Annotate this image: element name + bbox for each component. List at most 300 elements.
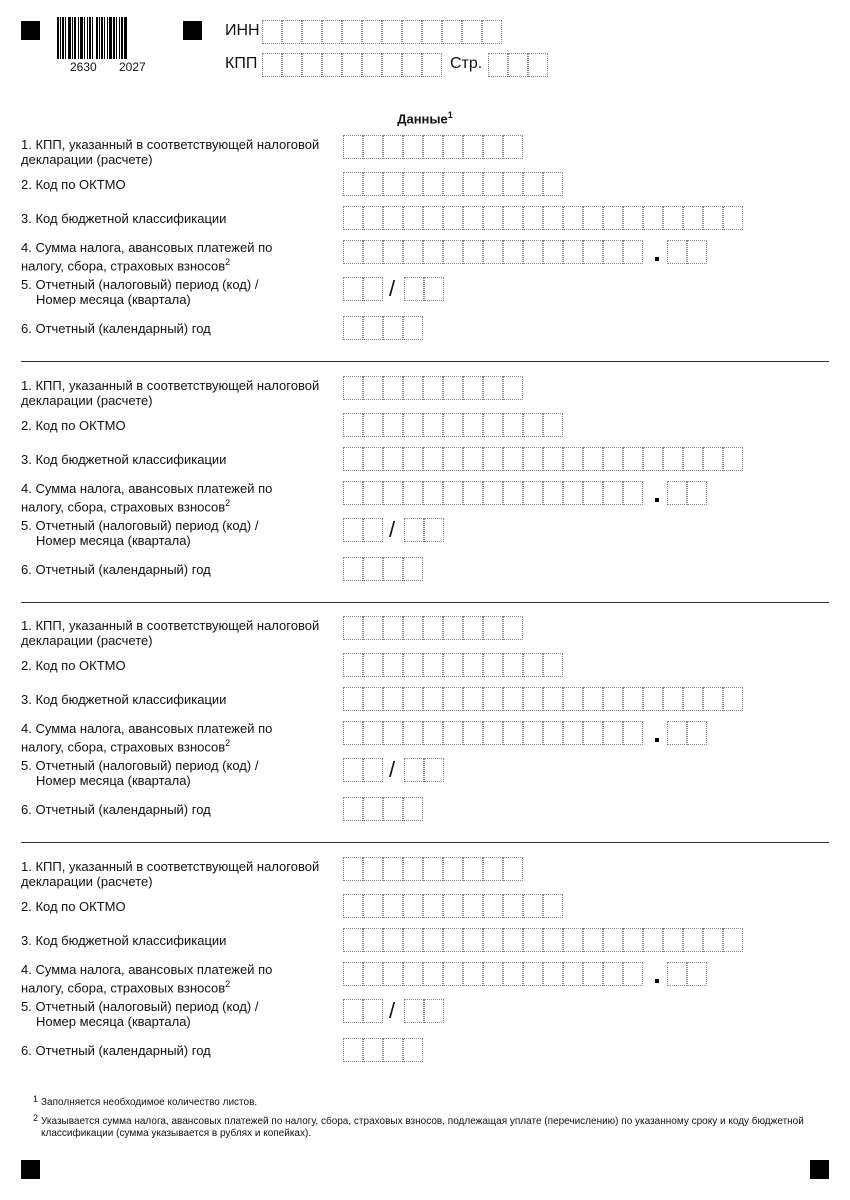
input-cell[interactable] — [583, 206, 603, 230]
input-cell[interactable] — [643, 928, 663, 952]
input-cell[interactable] — [383, 557, 403, 581]
input-cell[interactable] — [363, 376, 383, 400]
input-cell[interactable] — [443, 481, 463, 505]
input-cell[interactable] — [503, 206, 523, 230]
input-cell[interactable] — [503, 653, 523, 677]
input-cell[interactable] — [404, 758, 424, 782]
input-cell[interactable] — [723, 447, 743, 471]
page-number-cells[interactable] — [488, 53, 548, 77]
input-cell[interactable] — [563, 687, 583, 711]
input-cell[interactable] — [563, 928, 583, 952]
input-cell[interactable] — [382, 20, 402, 44]
input-cell[interactable] — [503, 413, 523, 437]
input-cell[interactable] — [508, 53, 528, 77]
input-cell[interactable] — [363, 206, 383, 230]
input-cell[interactable] — [503, 857, 523, 881]
input-cell[interactable] — [483, 413, 503, 437]
field-year-cells[interactable] — [343, 797, 423, 821]
input-cell[interactable] — [343, 376, 363, 400]
input-cell[interactable] — [462, 20, 482, 44]
input-cell[interactable] — [583, 240, 603, 264]
input-cell[interactable] — [443, 962, 463, 986]
input-cell[interactable] — [643, 206, 663, 230]
input-cell[interactable] — [523, 894, 543, 918]
input-cell[interactable] — [423, 962, 443, 986]
input-cell[interactable] — [363, 481, 383, 505]
kpp-cells[interactable] — [262, 53, 442, 77]
input-cell[interactable] — [503, 894, 523, 918]
input-cell[interactable] — [663, 206, 683, 230]
input-cell[interactable] — [422, 53, 442, 77]
input-cell[interactable] — [383, 316, 403, 340]
input-cell[interactable] — [363, 999, 383, 1023]
input-cell[interactable] — [687, 481, 707, 505]
input-cell[interactable] — [523, 172, 543, 196]
field-tax-sum-rubles-cells[interactable] — [343, 481, 643, 505]
input-cell[interactable] — [703, 447, 723, 471]
input-cell[interactable] — [463, 135, 483, 159]
field-period-code-cells[interactable] — [343, 518, 383, 542]
input-cell[interactable] — [404, 518, 424, 542]
input-cell[interactable] — [443, 894, 463, 918]
input-cell[interactable] — [403, 206, 423, 230]
field-period-code-cells[interactable] — [343, 277, 383, 301]
input-cell[interactable] — [483, 376, 503, 400]
input-cell[interactable] — [443, 206, 463, 230]
input-cell[interactable] — [443, 687, 463, 711]
input-cell[interactable] — [683, 206, 703, 230]
input-cell[interactable] — [563, 481, 583, 505]
input-cell[interactable] — [443, 240, 463, 264]
input-cell[interactable] — [463, 687, 483, 711]
input-cell[interactable] — [383, 172, 403, 196]
input-cell[interactable] — [483, 616, 503, 640]
input-cell[interactable] — [363, 894, 383, 918]
input-cell[interactable] — [723, 206, 743, 230]
input-cell[interactable] — [543, 928, 563, 952]
input-cell[interactable] — [603, 206, 623, 230]
input-cell[interactable] — [523, 481, 543, 505]
input-cell[interactable] — [422, 20, 442, 44]
input-cell[interactable] — [543, 413, 563, 437]
input-cell[interactable] — [443, 376, 463, 400]
input-cell[interactable] — [483, 962, 503, 986]
input-cell[interactable] — [403, 687, 423, 711]
input-cell[interactable] — [543, 962, 563, 986]
input-cell[interactable] — [403, 797, 423, 821]
field-kpp-cells[interactable] — [343, 135, 523, 159]
input-cell[interactable] — [403, 316, 423, 340]
input-cell[interactable] — [383, 376, 403, 400]
input-cell[interactable] — [543, 206, 563, 230]
input-cell[interactable] — [543, 240, 563, 264]
input-cell[interactable] — [383, 1038, 403, 1062]
input-cell[interactable] — [363, 758, 383, 782]
input-cell[interactable] — [687, 962, 707, 986]
field-kpp-cells[interactable] — [343, 376, 523, 400]
input-cell[interactable] — [383, 653, 403, 677]
input-cell[interactable] — [623, 447, 643, 471]
input-cell[interactable] — [403, 894, 423, 918]
input-cell[interactable] — [523, 447, 543, 471]
input-cell[interactable] — [667, 721, 687, 745]
input-cell[interactable] — [563, 206, 583, 230]
input-cell[interactable] — [703, 687, 723, 711]
input-cell[interactable] — [523, 928, 543, 952]
input-cell[interactable] — [383, 894, 403, 918]
input-cell[interactable] — [383, 135, 403, 159]
input-cell[interactable] — [623, 240, 643, 264]
input-cell[interactable] — [383, 962, 403, 986]
field-kbk-cells[interactable] — [343, 928, 743, 952]
input-cell[interactable] — [463, 894, 483, 918]
input-cell[interactable] — [483, 721, 503, 745]
input-cell[interactable] — [363, 687, 383, 711]
input-cell[interactable] — [383, 206, 403, 230]
input-cell[interactable] — [403, 135, 423, 159]
input-cell[interactable] — [404, 277, 424, 301]
input-cell[interactable] — [403, 1038, 423, 1062]
input-cell[interactable] — [343, 481, 363, 505]
input-cell[interactable] — [443, 135, 463, 159]
input-cell[interactable] — [403, 447, 423, 471]
input-cell[interactable] — [343, 962, 363, 986]
field-period-code-cells[interactable] — [343, 999, 383, 1023]
input-cell[interactable] — [363, 797, 383, 821]
input-cell[interactable] — [503, 172, 523, 196]
input-cell[interactable] — [403, 481, 423, 505]
input-cell[interactable] — [423, 857, 443, 881]
field-year-cells[interactable] — [343, 557, 423, 581]
input-cell[interactable] — [483, 447, 503, 471]
input-cell[interactable] — [683, 687, 703, 711]
input-cell[interactable] — [667, 962, 687, 986]
input-cell[interactable] — [643, 447, 663, 471]
input-cell[interactable] — [402, 53, 422, 77]
input-cell[interactable] — [343, 857, 363, 881]
input-cell[interactable] — [523, 962, 543, 986]
input-cell[interactable] — [463, 376, 483, 400]
input-cell[interactable] — [523, 240, 543, 264]
input-cell[interactable] — [343, 206, 363, 230]
input-cell[interactable] — [383, 928, 403, 952]
field-tax-sum-rubles-cells[interactable] — [343, 962, 643, 986]
field-oktmo-cells[interactable] — [343, 413, 563, 437]
input-cell[interactable] — [482, 20, 502, 44]
input-cell[interactable] — [523, 206, 543, 230]
input-cell[interactable] — [302, 20, 322, 44]
field-tax-sum-kopecks-cells[interactable] — [667, 481, 707, 505]
input-cell[interactable] — [723, 928, 743, 952]
input-cell[interactable] — [483, 481, 503, 505]
input-cell[interactable] — [623, 928, 643, 952]
input-cell[interactable] — [463, 721, 483, 745]
input-cell[interactable] — [483, 894, 503, 918]
input-cell[interactable] — [423, 481, 443, 505]
input-cell[interactable] — [343, 518, 363, 542]
input-cell[interactable] — [583, 721, 603, 745]
input-cell[interactable] — [362, 53, 382, 77]
input-cell[interactable] — [363, 653, 383, 677]
input-cell[interactable] — [363, 447, 383, 471]
input-cell[interactable] — [503, 687, 523, 711]
input-cell[interactable] — [443, 721, 463, 745]
input-cell[interactable] — [463, 616, 483, 640]
input-cell[interactable] — [563, 447, 583, 471]
field-period-code-cells[interactable] — [343, 758, 383, 782]
input-cell[interactable] — [383, 721, 403, 745]
input-cell[interactable] — [363, 316, 383, 340]
input-cell[interactable] — [363, 413, 383, 437]
input-cell[interactable] — [382, 53, 402, 77]
input-cell[interactable] — [343, 240, 363, 264]
input-cell[interactable] — [423, 413, 443, 437]
input-cell[interactable] — [523, 413, 543, 437]
input-cell[interactable] — [483, 206, 503, 230]
input-cell[interactable] — [343, 928, 363, 952]
input-cell[interactable] — [463, 172, 483, 196]
input-cell[interactable] — [423, 616, 443, 640]
input-cell[interactable] — [583, 962, 603, 986]
field-year-cells[interactable] — [343, 1038, 423, 1062]
input-cell[interactable] — [343, 687, 363, 711]
input-cell[interactable] — [423, 687, 443, 711]
input-cell[interactable] — [343, 413, 363, 437]
input-cell[interactable] — [687, 721, 707, 745]
input-cell[interactable] — [523, 687, 543, 711]
input-cell[interactable] — [363, 172, 383, 196]
input-cell[interactable] — [423, 240, 443, 264]
input-cell[interactable] — [603, 447, 623, 471]
input-cell[interactable] — [403, 376, 423, 400]
input-cell[interactable] — [563, 240, 583, 264]
input-cell[interactable] — [443, 857, 463, 881]
input-cell[interactable] — [503, 240, 523, 264]
input-cell[interactable] — [322, 20, 342, 44]
field-year-cells[interactable] — [343, 316, 423, 340]
input-cell[interactable] — [523, 653, 543, 677]
input-cell[interactable] — [343, 447, 363, 471]
field-period-month-cells[interactable] — [404, 758, 444, 782]
input-cell[interactable] — [404, 999, 424, 1023]
input-cell[interactable] — [603, 721, 623, 745]
input-cell[interactable] — [663, 928, 683, 952]
input-cell[interactable] — [623, 481, 643, 505]
input-cell[interactable] — [543, 447, 563, 471]
input-cell[interactable] — [322, 53, 342, 77]
input-cell[interactable] — [523, 721, 543, 745]
input-cell[interactable] — [282, 53, 302, 77]
input-cell[interactable] — [343, 1038, 363, 1062]
input-cell[interactable] — [403, 240, 423, 264]
input-cell[interactable] — [402, 20, 422, 44]
input-cell[interactable] — [583, 928, 603, 952]
input-cell[interactable] — [503, 928, 523, 952]
input-cell[interactable] — [383, 481, 403, 505]
input-cell[interactable] — [443, 413, 463, 437]
input-cell[interactable] — [262, 20, 282, 44]
input-cell[interactable] — [363, 240, 383, 264]
input-cell[interactable] — [424, 758, 444, 782]
input-cell[interactable] — [403, 616, 423, 640]
input-cell[interactable] — [528, 53, 548, 77]
input-cell[interactable] — [423, 135, 443, 159]
input-cell[interactable] — [683, 447, 703, 471]
field-tax-sum-kopecks-cells[interactable] — [667, 721, 707, 745]
input-cell[interactable] — [503, 481, 523, 505]
input-cell[interactable] — [483, 857, 503, 881]
input-cell[interactable] — [262, 53, 282, 77]
input-cell[interactable] — [403, 172, 423, 196]
input-cell[interactable] — [423, 928, 443, 952]
input-cell[interactable] — [543, 894, 563, 918]
input-cell[interactable] — [483, 172, 503, 196]
input-cell[interactable] — [383, 857, 403, 881]
input-cell[interactable] — [463, 962, 483, 986]
input-cell[interactable] — [383, 687, 403, 711]
input-cell[interactable] — [623, 721, 643, 745]
input-cell[interactable] — [383, 240, 403, 264]
input-cell[interactable] — [423, 721, 443, 745]
field-tax-sum-kopecks-cells[interactable] — [667, 962, 707, 986]
input-cell[interactable] — [302, 53, 322, 77]
input-cell[interactable] — [443, 447, 463, 471]
input-cell[interactable] — [503, 721, 523, 745]
input-cell[interactable] — [463, 481, 483, 505]
input-cell[interactable] — [423, 447, 443, 471]
input-cell[interactable] — [363, 928, 383, 952]
input-cell[interactable] — [342, 53, 362, 77]
input-cell[interactable] — [463, 413, 483, 437]
input-cell[interactable] — [603, 687, 623, 711]
field-tax-sum-rubles-cells[interactable] — [343, 721, 643, 745]
input-cell[interactable] — [424, 518, 444, 542]
input-cell[interactable] — [563, 962, 583, 986]
input-cell[interactable] — [424, 277, 444, 301]
input-cell[interactable] — [663, 447, 683, 471]
input-cell[interactable] — [343, 616, 363, 640]
input-cell[interactable] — [362, 20, 382, 44]
input-cell[interactable] — [383, 616, 403, 640]
input-cell[interactable] — [663, 687, 683, 711]
input-cell[interactable] — [282, 20, 302, 44]
input-cell[interactable] — [403, 928, 423, 952]
input-cell[interactable] — [363, 616, 383, 640]
input-cell[interactable] — [363, 135, 383, 159]
input-cell[interactable] — [363, 557, 383, 581]
input-cell[interactable] — [443, 653, 463, 677]
input-cell[interactable] — [723, 687, 743, 711]
input-cell[interactable] — [383, 447, 403, 471]
input-cell[interactable] — [343, 721, 363, 745]
field-oktmo-cells[interactable] — [343, 653, 563, 677]
input-cell[interactable] — [483, 687, 503, 711]
input-cell[interactable] — [483, 240, 503, 264]
input-cell[interactable] — [463, 653, 483, 677]
input-cell[interactable] — [483, 653, 503, 677]
input-cell[interactable] — [443, 928, 463, 952]
input-cell[interactable] — [463, 857, 483, 881]
input-cell[interactable] — [403, 653, 423, 677]
input-cell[interactable] — [623, 962, 643, 986]
input-cell[interactable] — [423, 376, 443, 400]
input-cell[interactable] — [483, 928, 503, 952]
input-cell[interactable] — [383, 797, 403, 821]
input-cell[interactable] — [503, 135, 523, 159]
input-cell[interactable] — [442, 20, 462, 44]
input-cell[interactable] — [703, 206, 723, 230]
input-cell[interactable] — [543, 687, 563, 711]
input-cell[interactable] — [363, 857, 383, 881]
input-cell[interactable] — [343, 653, 363, 677]
input-cell[interactable] — [424, 999, 444, 1023]
input-cell[interactable] — [363, 1038, 383, 1062]
field-kbk-cells[interactable] — [343, 447, 743, 471]
input-cell[interactable] — [403, 721, 423, 745]
input-cell[interactable] — [603, 962, 623, 986]
input-cell[interactable] — [667, 240, 687, 264]
input-cell[interactable] — [503, 376, 523, 400]
input-cell[interactable] — [687, 240, 707, 264]
field-kpp-cells[interactable] — [343, 616, 523, 640]
input-cell[interactable] — [667, 481, 687, 505]
input-cell[interactable] — [443, 616, 463, 640]
input-cell[interactable] — [363, 277, 383, 301]
input-cell[interactable] — [403, 557, 423, 581]
input-cell[interactable] — [583, 447, 603, 471]
input-cell[interactable] — [343, 135, 363, 159]
field-tax-sum-kopecks-cells[interactable] — [667, 240, 707, 264]
field-period-month-cells[interactable] — [404, 518, 444, 542]
inn-cells[interactable] — [262, 20, 502, 44]
input-cell[interactable] — [703, 928, 723, 952]
input-cell[interactable] — [488, 53, 508, 77]
input-cell[interactable] — [383, 413, 403, 437]
input-cell[interactable] — [363, 518, 383, 542]
input-cell[interactable] — [403, 962, 423, 986]
input-cell[interactable] — [503, 962, 523, 986]
input-cell[interactable] — [443, 172, 463, 196]
input-cell[interactable] — [403, 413, 423, 437]
input-cell[interactable] — [543, 653, 563, 677]
input-cell[interactable] — [423, 206, 443, 230]
input-cell[interactable] — [343, 277, 363, 301]
input-cell[interactable] — [343, 999, 363, 1023]
input-cell[interactable] — [343, 758, 363, 782]
input-cell[interactable] — [403, 857, 423, 881]
input-cell[interactable] — [623, 206, 643, 230]
field-kbk-cells[interactable] — [343, 206, 743, 230]
field-period-month-cells[interactable] — [404, 999, 444, 1023]
input-cell[interactable] — [583, 481, 603, 505]
field-kbk-cells[interactable] — [343, 687, 743, 711]
input-cell[interactable] — [343, 172, 363, 196]
input-cell[interactable] — [543, 721, 563, 745]
input-cell[interactable] — [563, 721, 583, 745]
input-cell[interactable] — [503, 447, 523, 471]
input-cell[interactable] — [683, 928, 703, 952]
input-cell[interactable] — [343, 894, 363, 918]
input-cell[interactable] — [423, 653, 443, 677]
input-cell[interactable] — [463, 240, 483, 264]
input-cell[interactable] — [423, 894, 443, 918]
input-cell[interactable] — [343, 316, 363, 340]
input-cell[interactable] — [583, 687, 603, 711]
input-cell[interactable] — [343, 797, 363, 821]
input-cell[interactable] — [463, 206, 483, 230]
input-cell[interactable] — [363, 721, 383, 745]
input-cell[interactable] — [643, 687, 663, 711]
